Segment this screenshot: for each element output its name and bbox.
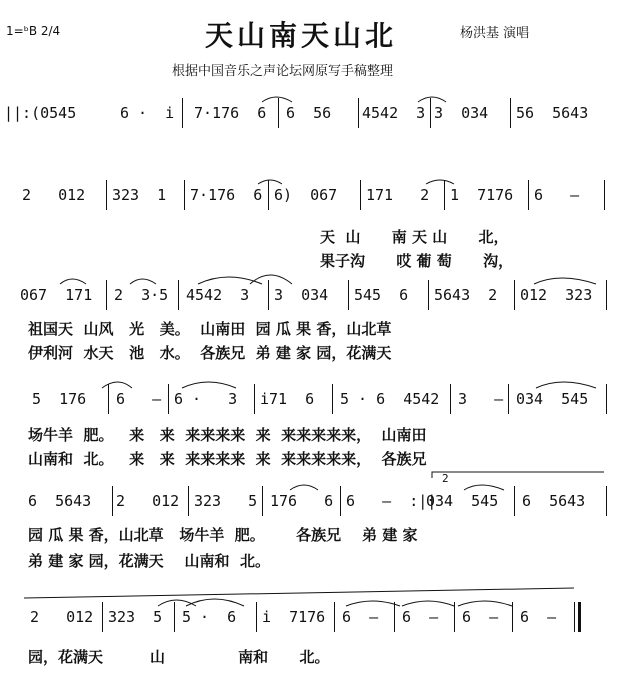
lyric-row [0,342,618,362]
bar-line [168,384,169,414]
bar-line [262,486,263,516]
bar-line [358,98,359,128]
lyric-row [0,524,618,544]
bar-line [102,602,103,632]
bar-line [182,98,183,128]
note-group: 171 2 [366,186,430,204]
bar-line [444,180,445,210]
volta-number: 2 [442,472,449,485]
note-group: 2 012 [30,608,94,626]
note-group: 034 545 [426,492,499,510]
note-group: i71 6 [260,390,315,408]
note-group: 6 – [402,608,439,626]
note-group: 034 545 [516,390,589,408]
note-group: 6 – [534,186,580,204]
note-group: 176 6 [270,492,334,510]
bar-line [606,486,607,516]
note-group: 6 5643 [28,492,92,510]
bar-line [256,602,257,632]
note-group: 6 – [462,608,499,626]
note-group: 1 7176 [450,186,514,204]
lyric-row [0,448,618,468]
note-group: 5643 2 [434,286,498,304]
note-group: 6 – [520,608,557,626]
note-group: 323 5 [194,492,258,510]
lyric-verse-1: 场牛羊 肥。 来 来 来来来来 来 来来来来来， 山南田 [28,426,427,444]
note-group: 067 171 [20,286,93,304]
note-group: 4542 3 [186,286,250,304]
bar-line [514,280,515,310]
note-group: 2 3·5 [114,286,169,304]
key-signature: 1=ᵇB 2/4 [6,24,61,38]
song-title: 天山南天山北 [205,19,398,52]
bar-line [606,384,607,414]
score-line [0,286,618,310]
note-group: 2 012 [116,492,180,510]
note-group: 7·176 6 [190,186,263,204]
bar-line [508,384,509,414]
note-group: 3 034 [274,286,329,304]
bar-line [334,602,335,632]
score-line [0,472,618,516]
lyric-verse-2: 伊利河 水天 池 水。 各族兄 弟 建 家 园，花满天 [28,344,392,362]
bar-line [574,602,575,632]
note-group: 6) 067 [274,186,338,204]
note-group: 545 6 [354,286,409,304]
bar-line [268,280,269,310]
note-group: 6 – [342,608,379,626]
note-group: 5 176 [32,390,87,408]
final-bar-line [578,602,581,632]
lyric-verse-1: 园 瓜 果 香，山北草 场牛羊 肥。 各族兄 弟 建 家 [28,526,418,544]
bar-line [430,98,431,128]
singer-credit: 杨洪基 演唱 [460,26,530,41]
note-group: 323 1 [112,186,167,204]
bar-line [184,180,185,210]
source-note: 根据中国音乐之声论坛网原写手稿整理 [172,64,394,79]
lyric-row [0,550,618,570]
note-group: 6 · i [120,104,175,122]
lyric-row [0,318,618,338]
note-group: 5 · 6 [182,608,237,626]
score-line [0,390,618,414]
bar-line [108,384,109,414]
note-group: 3 – [458,390,504,408]
score-line [0,608,618,632]
bar-line [106,280,107,310]
lyric-row [0,424,618,444]
bar-line [512,602,513,632]
note-group: 3 034 [434,104,489,122]
note-group: 4542 3 [362,104,426,122]
note-group: 6 · 3 [174,390,238,408]
lyric-verse-2: 弟 建 家 园，花满天 山南和 北。 [28,552,271,570]
bar-line [450,384,451,414]
bar-line [606,280,607,310]
bar-line [428,280,429,310]
bar-line [454,602,455,632]
note-group: 012 323 [520,286,593,304]
lyric-row [0,250,618,270]
bar-line [348,280,349,310]
note-group: 56 5643 [516,104,589,122]
bar-line [394,602,395,632]
note-group: 5 · 6 4542 [340,390,440,408]
lyric-verse-2: 果子沟 哎 葡 萄 沟， [320,252,514,270]
note-group: i 7176 [262,608,326,626]
note-group: 2 012 [22,186,86,204]
lyric-verse-1: 祖国天 山风 光 美。 山南田 园 瓜 果 香，山北草 [28,320,392,338]
note-group: 6 – [116,390,162,408]
bar-line [106,180,107,210]
lyric-row [0,226,618,246]
bar-line [510,98,511,128]
bar-line [514,486,515,516]
bar-line [340,486,341,516]
lyric-verse-2: 山南和 北。 来 来 来来来来 来 来来来来来， 各族兄 [28,450,427,468]
score-line [0,104,618,128]
bar-line [528,180,529,210]
note-group: ||:(0545 [4,104,77,122]
lyric-verse-1: 园，花满天 山 南和 北。 [28,648,330,666]
note-group: 6 5643 [522,492,586,510]
bar-line [178,280,179,310]
note-group: 6 – :|| [346,492,437,510]
bar-line [268,180,269,210]
bar-line [604,180,605,210]
bar-line [278,98,279,128]
lyric-row [0,646,618,666]
lyric-verse-1: 天 山 南 天 山 北， [320,228,509,246]
bar-line [174,602,175,632]
score-line [0,186,618,210]
bar-line [332,384,333,414]
note-group: 6 56 [286,104,332,122]
note-group: 7·176 6 [194,104,267,122]
bar-line [360,180,361,210]
bar-line [112,486,113,516]
bar-line [254,384,255,414]
bar-line [188,486,189,516]
note-group: 323 5 [108,608,163,626]
